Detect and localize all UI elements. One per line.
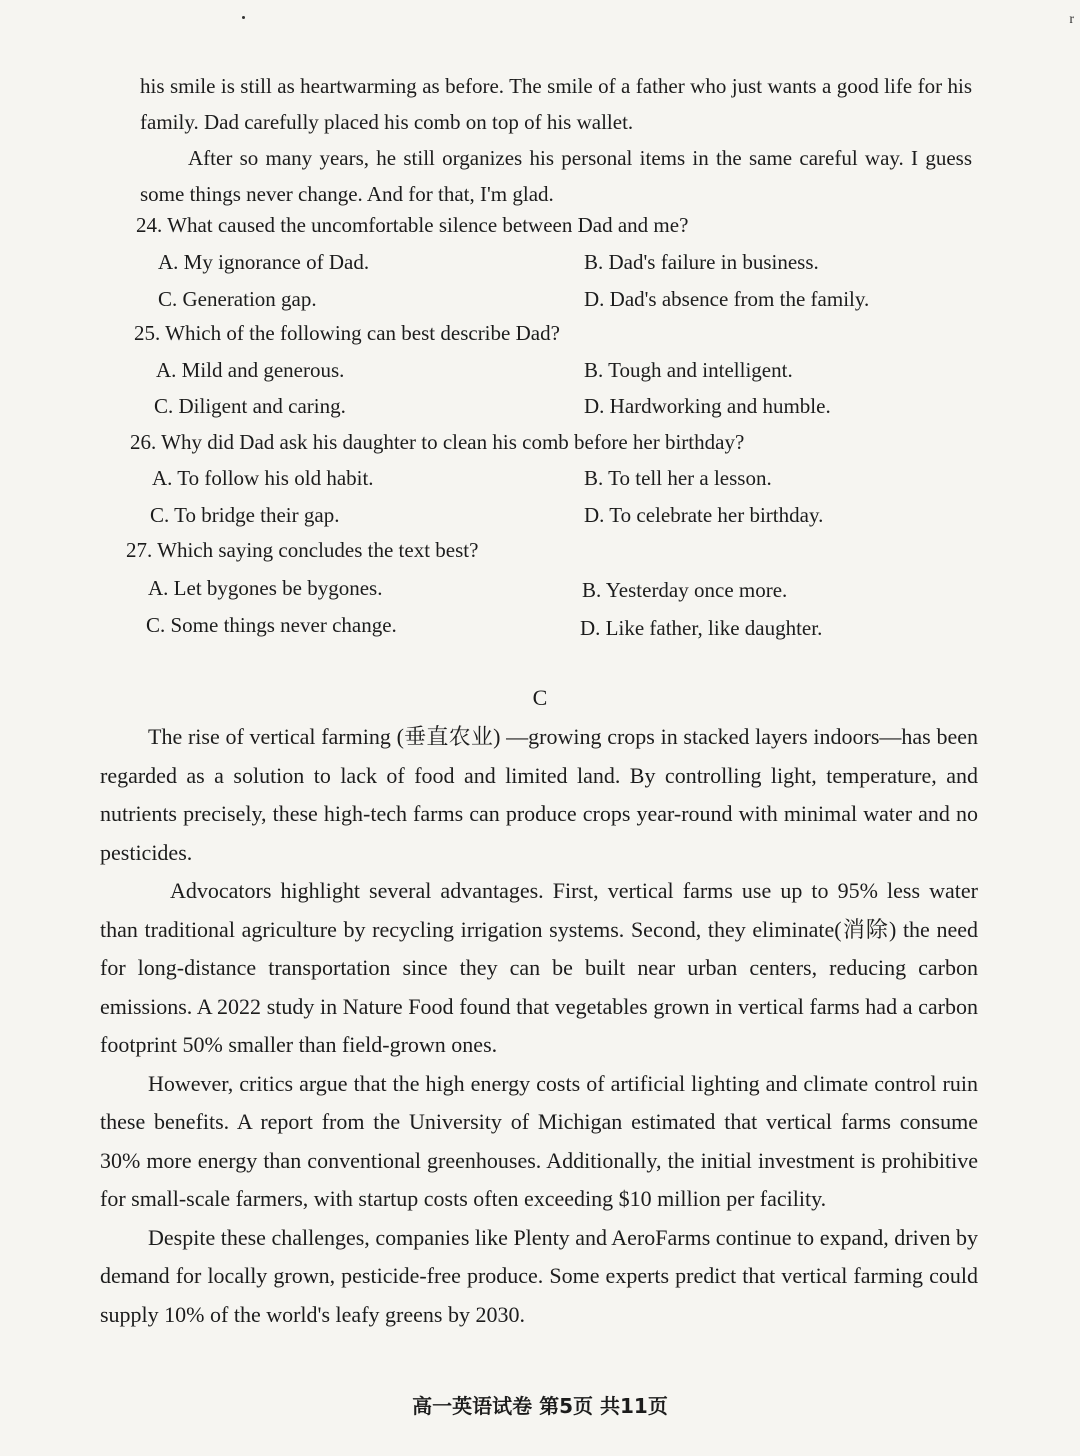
- page-footer: 高一英语试卷 第5页 共11页: [412, 1394, 668, 1418]
- passage-c-paragraph-2: Advocators highlight several advantages. First, vertical farms use up to 95% less water than traditional agriculture by recycling irrigation systems. Second, they eliminate(消除) the need for long-distance transportation since they can be built near urban centers, reducing carbon emissions. A 2022 study in Nature Food found that vegetables grown in vertical farms had a carbon footprint 50% smaller than field-grown ones.: [100, 878, 978, 1057]
- scan-dot: [242, 16, 245, 19]
- section-c-title: C: [532, 685, 548, 710]
- question-24-option-c: C. Generation gap.: [158, 287, 317, 311]
- question-24-option-a: A. My ignorance of Dad.: [158, 250, 370, 274]
- question-27-option-c: C. Some things never change.: [146, 613, 397, 637]
- question-25-option-d: D. Hardworking and humble.: [584, 394, 831, 418]
- question-26-option-d: D. To celebrate her birthday.: [584, 503, 824, 527]
- question-24-option-b: B. Dad's failure in business.: [584, 250, 819, 274]
- passage-c-paragraph-3: However, critics argue that the high energy costs of artificial lighting and climate control ruin these benefits. A report from the University of Michigan estimated that vertical farms consume 30% more energy than conventional greenhouses. Additionally, the initial investment is prohibitive for small-scale farmers, with startup costs often exceeding $10 million per facility.: [100, 1070, 978, 1211]
- passage-b-paragraph-1: his smile is still as heartwarming as before. The smile of a father who just wants a good life for his family. Dad carefully placed his comb on top of his wallet.: [140, 74, 972, 134]
- question-27-option-a: A. Let bygones be bygones.: [148, 576, 383, 600]
- question-26-option-c: C. To bridge their gap.: [150, 503, 340, 527]
- question-25-option-c: C. Diligent and caring.: [154, 394, 346, 418]
- passage-c-paragraph-1: The rise of vertical farming (垂直农业) —growing crops in stacked layers indoors—has been regarded as a solution to lack of food and limited land. By controlling light, temperature, and nutrients precisely, these high-tech farms can produce crops year-round with minimal water and no pesticides.: [100, 724, 978, 865]
- passage-b-paragraph-2: After so many years, he still organizes his personal items in the same careful way. I guess some things never change. And for that, I'm glad.: [140, 146, 972, 206]
- question-25-option-a: A. Mild and generous.: [156, 358, 345, 382]
- question-27-option-d: D. Like father, like daughter.: [580, 616, 823, 640]
- passage-b-end: [140, 68, 972, 212]
- corner-mark: r: [1069, 12, 1074, 27]
- passage-c: [100, 718, 978, 1334]
- question-27-option-b: B. Yesterday once more.: [582, 578, 788, 602]
- question-26-option-b: B. To tell her a lesson.: [584, 466, 772, 490]
- question-26-option-a: A. To follow his old habit.: [152, 466, 374, 490]
- question-25-stem: 25. Which of the following can best describe Dad?: [134, 321, 560, 345]
- question-24-option-d: D. Dad's absence from the family.: [584, 287, 870, 311]
- question-24-stem: 24. What caused the uncomfortable silence between Dad and me?: [136, 213, 689, 237]
- passage-c-paragraph-4: Despite these challenges, companies like Plenty and AeroFarms continue to expand, driven by demand for locally grown, pesticide-free produce. Some experts predict that vertical farming could supply 10% of the world's leafy greens by 2030.: [100, 1224, 978, 1327]
- question-26-stem: 26. Why did Dad ask his daughter to clean his comb before her birthday?: [130, 430, 745, 454]
- question-27-stem: 27. Which saying concludes the text best?: [126, 538, 479, 562]
- question-25-option-b: B. Tough and intelligent.: [584, 358, 793, 382]
